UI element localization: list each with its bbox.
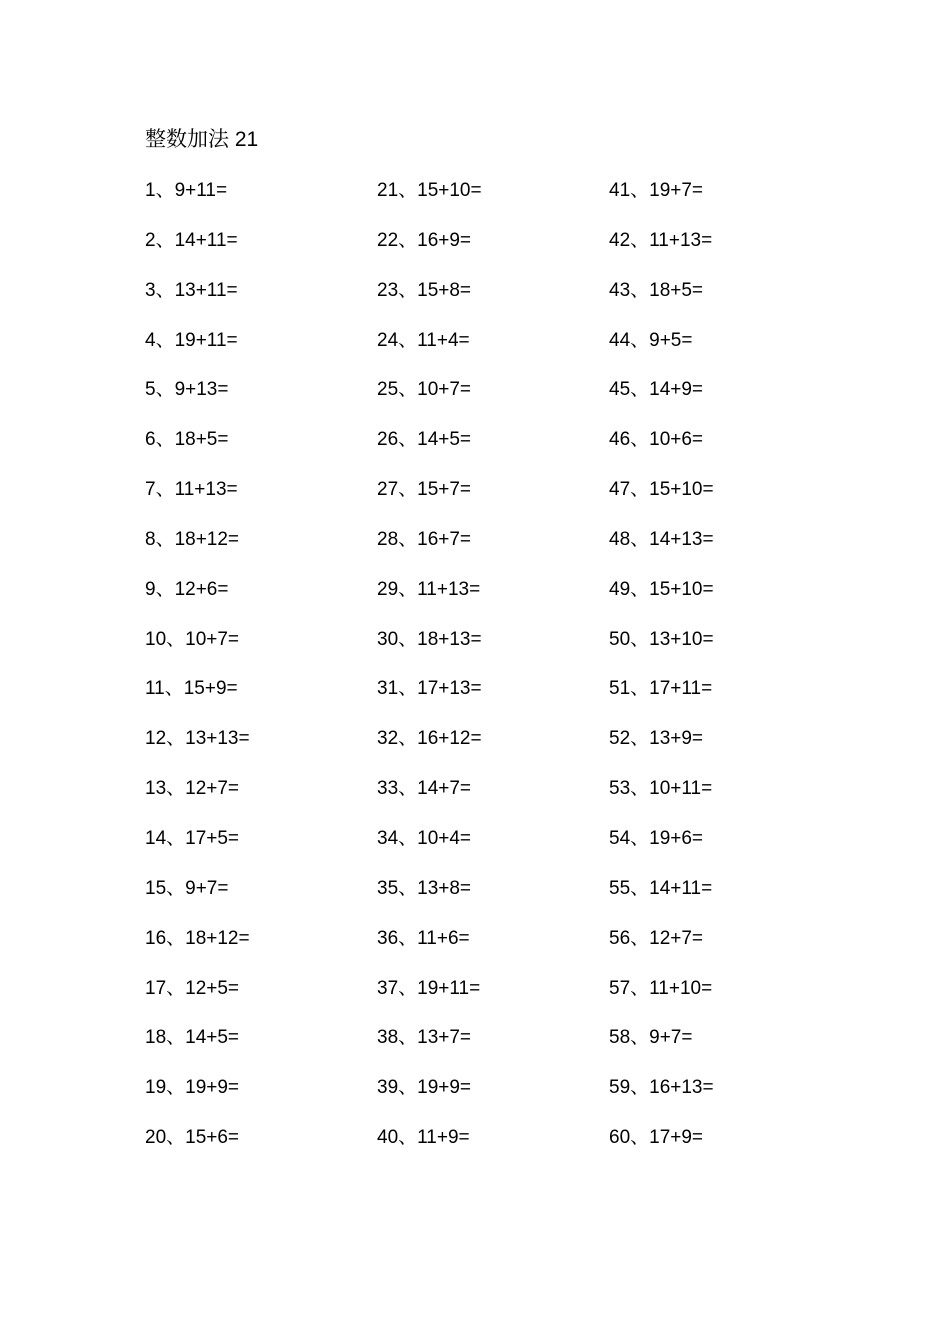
problem-item: 45、14+9= xyxy=(609,379,704,401)
problem-item: 43、18+5= xyxy=(609,279,704,301)
problem-item: 36、11+6= xyxy=(377,927,470,949)
problem-item: 14、17+5= xyxy=(145,827,240,849)
problem-item: 6、18+5= xyxy=(145,429,229,451)
problem-item: 46、10+6= xyxy=(609,429,704,451)
problem-grid xyxy=(145,177,845,1174)
problem-item: 24、11+4= xyxy=(377,329,470,351)
problem-item: 34、10+4= xyxy=(377,827,472,849)
problem-item: 44、9+5= xyxy=(609,329,693,351)
problem-item: 53、10+11= xyxy=(609,778,713,800)
problem-item: 23、15+8= xyxy=(377,279,472,301)
problem-item: 3、13+11= xyxy=(145,279,238,301)
problem-item: 18、14+5= xyxy=(145,1027,240,1049)
problem-item: 5、9+13= xyxy=(145,379,229,401)
problem-item: 2、14+11= xyxy=(145,229,238,251)
problem-item: 15、9+7= xyxy=(145,877,229,899)
problem-item: 13、12+7= xyxy=(145,778,240,800)
problem-item: 50、13+10= xyxy=(609,628,714,650)
problem-item: 8、18+12= xyxy=(145,528,240,550)
problem-item: 58、9+7= xyxy=(609,1027,693,1049)
problem-item: 40、11+9= xyxy=(377,1127,470,1149)
problem-item: 10、10+7= xyxy=(145,628,240,650)
problem-item: 39、19+9= xyxy=(377,1077,472,1099)
problem-item: 27、15+7= xyxy=(377,479,472,501)
problem-item: 48、14+13= xyxy=(609,528,714,550)
problem-item: 4、19+11= xyxy=(145,329,238,351)
problem-item: 38、13+7= xyxy=(377,1027,472,1049)
problem-item: 12、13+13= xyxy=(145,728,250,750)
problem-item: 59、16+13= xyxy=(609,1077,714,1099)
problem-item: 7、11+13= xyxy=(145,479,238,501)
page-title: 整数加法 21 xyxy=(145,128,259,151)
problem-item: 33、14+7= xyxy=(377,778,472,800)
problem-item: 30、18+13= xyxy=(377,628,482,650)
problem-item: 52、13+9= xyxy=(609,728,704,750)
problem-item: 57、11+10= xyxy=(609,977,713,999)
problem-item: 25、10+7= xyxy=(377,379,472,401)
problem-item: 35、13+8= xyxy=(377,877,472,899)
problem-item: 9、12+6= xyxy=(145,578,229,600)
problem-item: 21、15+10= xyxy=(377,180,482,201)
problem-item: 37、19+11= xyxy=(377,977,481,999)
problem-item: 42、11+13= xyxy=(609,229,713,251)
problem-item: 19、19+9= xyxy=(145,1077,240,1099)
problem-item: 22、16+9= xyxy=(377,229,472,251)
problem-item: 56、12+7= xyxy=(609,927,704,949)
problem-item: 31、17+13= xyxy=(377,678,482,700)
problem-item: 51、17+11= xyxy=(609,678,713,700)
problem-item: 28、16+7= xyxy=(377,528,472,550)
problem-item: 1、9+11= xyxy=(145,180,228,201)
problem-item: 41、19+7= xyxy=(609,180,704,201)
problem-item: 16、18+12= xyxy=(145,927,250,949)
problem-item: 11、15+9= xyxy=(145,678,238,700)
problem-item: 47、15+10= xyxy=(609,479,714,501)
problem-item: 17、12+5= xyxy=(145,977,240,999)
problem-item: 60、17+9= xyxy=(609,1127,704,1149)
problem-item: 49、15+10= xyxy=(609,578,714,600)
problem-item: 20、15+6= xyxy=(145,1127,240,1149)
problem-item: 29、11+13= xyxy=(377,578,481,600)
problem-item: 54、19+6= xyxy=(609,827,704,849)
problem-item: 26、14+5= xyxy=(377,429,472,451)
problem-item: 32、16+12= xyxy=(377,728,482,750)
problem-item: 55、14+11= xyxy=(609,877,713,899)
